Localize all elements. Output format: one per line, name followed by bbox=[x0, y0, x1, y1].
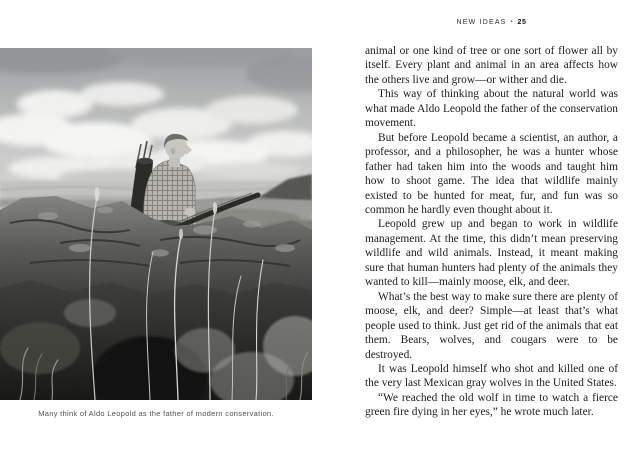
article-text bbox=[365, 44, 618, 420]
page-number: 25 bbox=[517, 19, 527, 26]
photo-caption: Many think of Aldo Leopold as the father of modern conservation. bbox=[38, 409, 274, 418]
paragraph: It was Leopold himself who shot and killed one of the very last Mexican gray wolves in the United States. bbox=[365, 362, 618, 390]
header-separator-dot: • bbox=[510, 19, 514, 25]
paragraph: animal or one kind of tree or one sort of flower all by itself. Every plant and animal in an area affects how the others live and grow—or wither and die. bbox=[365, 45, 618, 86]
paragraph: But before Leopold became a scientist, an author, a professor, and a philosopher, he was a hunter whose father had taken him into the woods and taught him how to shoot game. The idea that wildlife mainly existed to be hunted for meat, fur, and fun was so common he hardly even thought about it. bbox=[365, 131, 618, 216]
photo-aldo-leopold bbox=[0, 48, 312, 400]
running-header bbox=[365, 19, 618, 26]
paragraph: Leopold grew up and began to work in wildlife management. At the time, this didn’t mean preserving wildlife and wild animals. Instead, it meant making sure that human hunters had plenty of the animals they wanted to kill—mainly moose, elk, and deer. bbox=[365, 218, 618, 289]
paragraph: This way of thinking about the natural world was what made Aldo Leopold the father of the conservation movement. bbox=[365, 88, 618, 130]
paragraph: What’s the best way to make sure there are plenty of moose, elk, and deer? Simple—at least that’s what people used to think. Just get rid of the animals that eat them. Bears, wolves, and cougars were to be destroyed. bbox=[365, 290, 618, 361]
section-title: NEW IDEAS bbox=[456, 19, 507, 26]
paragraph: “We reached the old wolf in time to watch a fierce green fire dying in her eyes,” he wrote much later. bbox=[365, 391, 618, 419]
